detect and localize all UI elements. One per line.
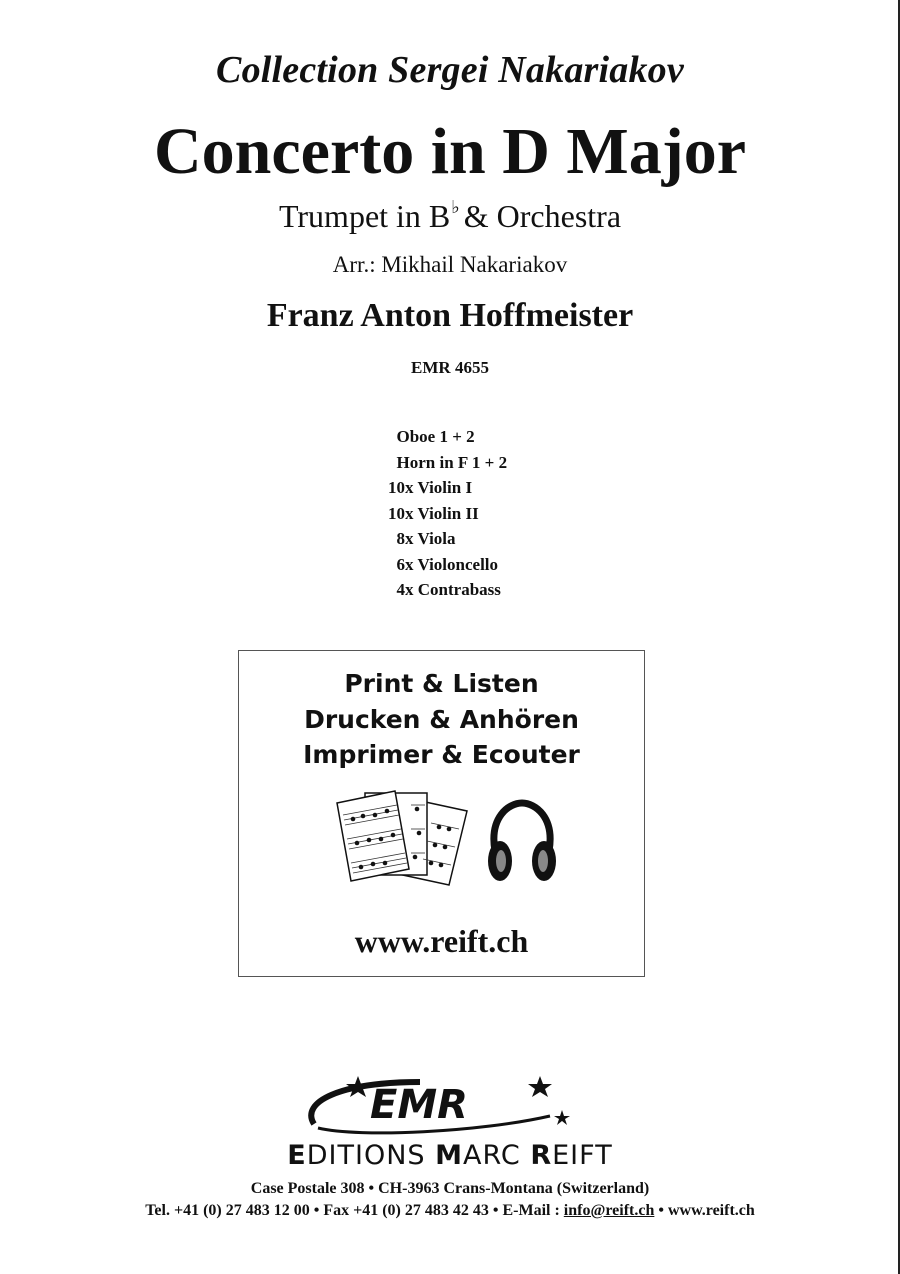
publisher-initial: R bbox=[530, 1140, 553, 1171]
logo-text: EMR bbox=[370, 1082, 468, 1128]
collection-title: Collection Sergei Nakariakov bbox=[216, 49, 684, 91]
instrument-item: 8x Viola bbox=[388, 529, 456, 548]
catalog-number: EMR 4655 bbox=[411, 358, 489, 377]
publisher-text: DITIONS bbox=[306, 1140, 436, 1171]
instrument-item: 4x Contrabass bbox=[388, 580, 501, 599]
instrument-item: Horn in F 1 + 2 bbox=[388, 452, 508, 472]
promo-line-fr: Imprimer & Ecouter bbox=[303, 740, 580, 769]
publisher-name bbox=[0, 1140, 900, 1171]
arranger: Arr.: Mikhail Nakariakov bbox=[332, 252, 568, 277]
instrument-item: 10x Violin I bbox=[388, 478, 473, 497]
flat-sign: ♭ bbox=[451, 197, 460, 217]
sheet-music-icon bbox=[335, 789, 470, 889]
headphones-icon bbox=[485, 799, 559, 887]
contact-line bbox=[0, 1202, 900, 1220]
promo-line-en: Print & Listen bbox=[344, 669, 539, 698]
page-title: Concerto in D Major bbox=[153, 115, 746, 188]
instrument-item: Oboe 1 + 2 bbox=[388, 427, 475, 446]
phone-fax: Tel. +41 (0) 27 483 12 00 • Fax +41 (0) 27 483 42 43 • E-Mail : bbox=[145, 1202, 564, 1219]
postal-address: Case Postale 308 • CH-3963 Crans-Montana (Switzerland) bbox=[250, 1180, 650, 1197]
publisher-text: ARC bbox=[463, 1140, 531, 1171]
instrumentation-subtitle bbox=[0, 198, 900, 235]
website-footer: • www.reift.ch bbox=[654, 1202, 755, 1219]
publisher-initial: E bbox=[287, 1140, 307, 1171]
instrument-item: 10x Violin II bbox=[388, 503, 479, 523]
publisher-text: EIFT bbox=[552, 1140, 613, 1171]
email-link[interactable]: info@reift.ch bbox=[563, 1202, 655, 1219]
subtitle-part-2: & Orchestra bbox=[463, 198, 622, 234]
publisher-initial: M bbox=[435, 1140, 463, 1171]
subtitle-part-1: Trumpet in B bbox=[278, 198, 451, 234]
composer: Franz Anton Hoffmeister bbox=[266, 297, 634, 334]
promo-line-de: Drucken & Anhören bbox=[304, 705, 579, 734]
instrument-item: 6x Violoncello bbox=[388, 554, 499, 574]
website-url: www.reift.ch bbox=[354, 923, 529, 959]
instrument-list bbox=[388, 424, 507, 603]
emr-logo bbox=[300, 1072, 580, 1138]
print-listen-box bbox=[238, 650, 645, 977]
